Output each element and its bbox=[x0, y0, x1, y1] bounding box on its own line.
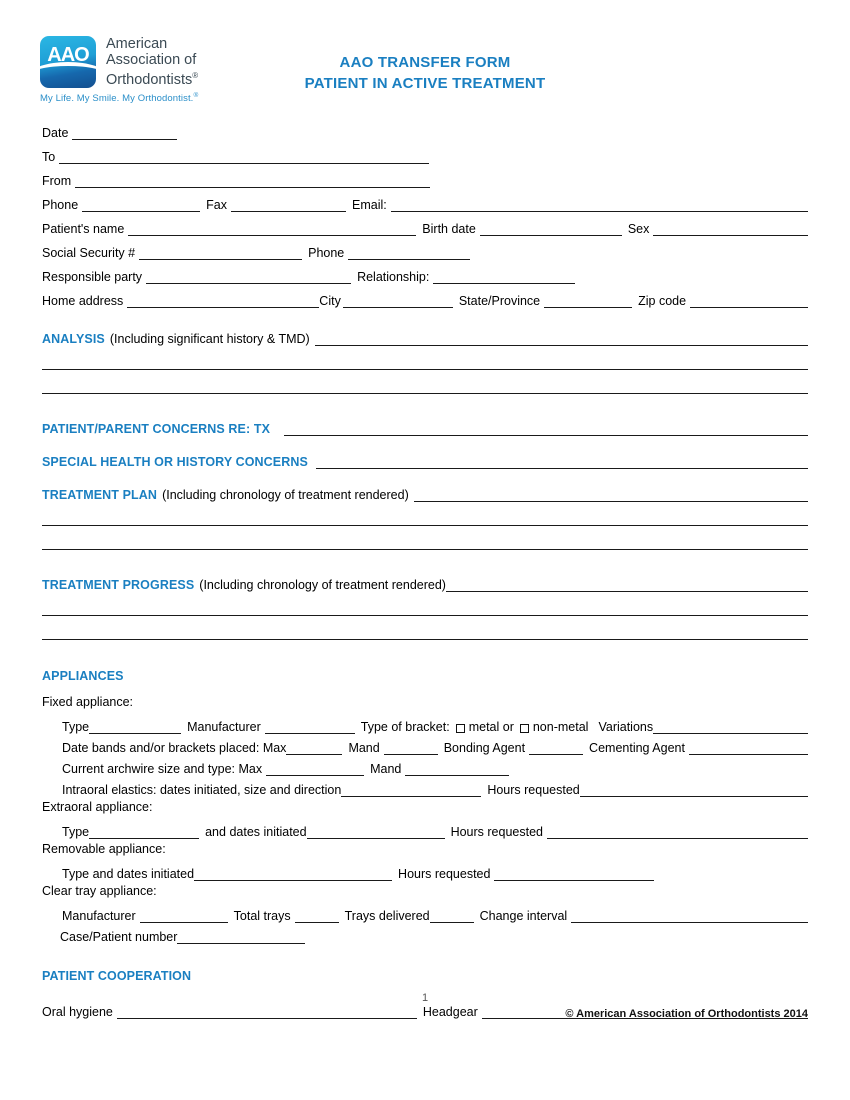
field-row-from bbox=[42, 164, 808, 188]
state-province-label: State/Province bbox=[458, 294, 541, 308]
social-security-input[interactable] bbox=[139, 246, 302, 260]
extraoral-dates-input[interactable] bbox=[307, 825, 445, 839]
section-row-concerns bbox=[42, 412, 808, 436]
treatment-progress-input-2[interactable] bbox=[42, 602, 808, 616]
phone-label: Phone bbox=[42, 198, 79, 212]
field-row-to bbox=[42, 140, 808, 164]
treatment-progress-input[interactable] bbox=[446, 578, 808, 592]
org-line-2: Association of bbox=[106, 51, 197, 68]
archwire-label: Current archwire size and type: Max bbox=[62, 762, 263, 776]
date-bands-max-input[interactable] bbox=[286, 741, 342, 755]
field-row-home-address bbox=[42, 284, 808, 308]
field-row-date-bands bbox=[42, 734, 808, 755]
case-patient-number-input[interactable] bbox=[177, 930, 305, 944]
special-health-input[interactable] bbox=[316, 455, 808, 469]
responsible-party-input[interactable] bbox=[146, 270, 351, 284]
home-address-label: Home address bbox=[42, 294, 124, 308]
field-row-extraoral-type bbox=[42, 818, 808, 839]
from-input[interactable] bbox=[75, 174, 430, 188]
tagline-registered-mark: ® bbox=[193, 92, 199, 99]
to-label: To bbox=[42, 150, 56, 164]
treatment-plan-input-2[interactable] bbox=[42, 512, 808, 526]
phone-input[interactable] bbox=[82, 198, 200, 212]
archwire-mand-label: Mand bbox=[370, 762, 402, 776]
fax-label: Fax bbox=[206, 198, 227, 212]
fixed-type-input[interactable] bbox=[89, 720, 181, 734]
non-metal-checkbox[interactable] bbox=[520, 724, 529, 733]
relationship-label: Relationship: bbox=[357, 270, 430, 284]
section-row-special-health bbox=[42, 445, 808, 469]
copyright-notice: © American Association of Orthodontists 2014 bbox=[565, 1008, 808, 1020]
swoosh-icon bbox=[40, 62, 96, 88]
title-line-2: PATIENT IN ACTIVE TREATMENT bbox=[304, 75, 546, 92]
sex-label: Sex bbox=[627, 222, 650, 236]
sex-input[interactable] bbox=[653, 222, 808, 236]
change-interval-label: Change interval bbox=[479, 909, 568, 923]
intraoral-label: Intraoral elastics: dates initiated, size and direction bbox=[62, 783, 342, 797]
relationship-input[interactable] bbox=[433, 270, 575, 284]
trays-delivered-label: Trays delivered bbox=[344, 909, 430, 923]
clear-tray-appliance-label: Clear tray appliance: bbox=[42, 884, 157, 898]
analysis-line-3 bbox=[42, 370, 808, 394]
field-row-responsible-party bbox=[42, 260, 808, 284]
email-input[interactable] bbox=[391, 198, 808, 212]
treatment-progress-line-3 bbox=[42, 616, 808, 640]
concerns-input[interactable] bbox=[284, 422, 808, 436]
field-row-removable-type bbox=[42, 860, 808, 881]
special-health-heading: SPECIAL HEALTH OR HISTORY CONCERNS bbox=[42, 455, 308, 469]
manufacturer-label: Manufacturer bbox=[187, 720, 261, 734]
trays-delivered-input[interactable] bbox=[430, 909, 474, 923]
fixed-appliance-label: Fixed appliance: bbox=[42, 695, 134, 709]
email-label: Email: bbox=[352, 198, 387, 212]
clear-manufacturer-label: Manufacturer bbox=[62, 909, 136, 923]
intraoral-hours-label: Hours requested bbox=[487, 783, 580, 797]
phone2-label: Phone bbox=[308, 246, 345, 260]
aao-tagline bbox=[40, 92, 198, 104]
analysis-subtext: (Including significant history & TMD) bbox=[109, 332, 310, 346]
treatment-plan-line-3 bbox=[42, 526, 808, 550]
from-label: From bbox=[42, 174, 72, 188]
fixed-type-label: Type bbox=[62, 720, 90, 734]
date-bands-mand-input[interactable] bbox=[384, 741, 438, 755]
field-row-intraoral bbox=[42, 776, 808, 797]
treatment-plan-input[interactable] bbox=[414, 488, 808, 502]
section-row-appliances bbox=[42, 662, 808, 683]
treatment-plan-input-3[interactable] bbox=[42, 536, 808, 550]
removable-type-label: Type and dates initiated bbox=[62, 867, 195, 881]
variations-input[interactable] bbox=[653, 720, 808, 734]
date-bands-label: Date bands and/or brackets placed: Max bbox=[62, 741, 287, 755]
analysis-input-2[interactable] bbox=[42, 356, 808, 370]
removable-appliance-label: Removable appliance: bbox=[42, 842, 166, 856]
analysis-input[interactable] bbox=[315, 332, 808, 346]
analysis-line-2 bbox=[42, 346, 808, 370]
date-label: Date bbox=[42, 126, 69, 140]
bonding-agent-input[interactable] bbox=[529, 741, 583, 755]
city-label: City bbox=[319, 294, 341, 308]
organization-name bbox=[106, 37, 198, 88]
field-row-patient-name bbox=[42, 212, 808, 236]
treatment-progress-line-2 bbox=[42, 592, 808, 616]
aao-logo-icon bbox=[40, 36, 96, 88]
headgear-label: Headgear bbox=[422, 1005, 478, 1019]
responsible-party-label: Responsible party bbox=[42, 270, 143, 284]
field-row-case-number bbox=[42, 923, 808, 944]
social-security-label: Social Security # bbox=[42, 246, 136, 260]
state-province-input[interactable] bbox=[544, 294, 632, 308]
page-number: 1 bbox=[421, 992, 429, 1004]
aao-logo bbox=[40, 36, 270, 108]
clear-manufacturer-input[interactable] bbox=[140, 909, 228, 923]
total-trays-label: Total trays bbox=[233, 909, 291, 923]
extraoral-type-input[interactable] bbox=[89, 825, 199, 839]
zip-code-label: Zip code bbox=[638, 294, 687, 308]
org-line-3-text: Orthodontists bbox=[106, 71, 193, 88]
date-input[interactable] bbox=[72, 126, 177, 140]
archwire-mand-input[interactable] bbox=[405, 762, 509, 776]
phone2-input[interactable] bbox=[348, 246, 470, 260]
patient-cooperation-heading: PATIENT COOPERATION bbox=[42, 969, 192, 983]
section-row-treatment-plan bbox=[42, 478, 808, 502]
page-header bbox=[0, 0, 850, 112]
type-of-bracket-label: Type of bracket: bbox=[360, 720, 450, 734]
extraoral-hours-input[interactable] bbox=[547, 825, 808, 839]
oral-hygiene-label: Oral hygiene bbox=[42, 1005, 113, 1019]
field-row-phone-fax-email bbox=[42, 188, 808, 212]
field-row-date bbox=[42, 116, 808, 140]
bonding-agent-label: Bonding Agent bbox=[443, 741, 526, 755]
removable-type-input[interactable] bbox=[194, 867, 392, 881]
form-body bbox=[42, 116, 808, 1019]
treatment-progress-heading: TREATMENT PROGRESS bbox=[42, 578, 195, 592]
case-patient-number-label: Case/Patient number bbox=[60, 930, 178, 944]
title-line-1: AAO TRANSFER FORM bbox=[339, 54, 511, 71]
intraoral-input[interactable] bbox=[341, 783, 481, 797]
manufacturer-input[interactable] bbox=[265, 720, 355, 734]
cementing-agent-label: Cementing Agent bbox=[589, 741, 685, 755]
date-bands-mand-label: Mand bbox=[348, 741, 380, 755]
archwire-max-input[interactable] bbox=[266, 762, 364, 776]
page-title bbox=[255, 52, 595, 94]
patient-name-input[interactable] bbox=[128, 222, 416, 236]
to-input[interactable] bbox=[59, 150, 429, 164]
birth-date-input[interactable] bbox=[480, 222, 622, 236]
field-row-fixed-type bbox=[42, 713, 808, 734]
removable-hours-input[interactable] bbox=[494, 867, 654, 881]
treatment-plan-line-2 bbox=[42, 502, 808, 526]
registered-mark: ® bbox=[192, 71, 199, 80]
treatment-plan-heading: TREATMENT PLAN bbox=[42, 488, 158, 502]
treatment-progress-subtext: (Including chronology of treatment rendered) bbox=[199, 578, 446, 592]
variations-label: Variations bbox=[598, 720, 654, 734]
extraoral-type-label: Type bbox=[62, 825, 90, 839]
concerns-heading: PATIENT/PARENT CONCERNS RE: TX bbox=[42, 422, 271, 436]
extraoral-dates-label: and dates initiated bbox=[205, 825, 307, 839]
intraoral-hours-input[interactable] bbox=[580, 783, 808, 797]
metal-checkbox[interactable] bbox=[456, 724, 465, 733]
section-row-treatment-progress bbox=[42, 568, 808, 592]
change-interval-input[interactable] bbox=[571, 909, 808, 923]
treatment-plan-subtext: (Including chronology of treatment rendered) bbox=[162, 488, 409, 502]
analysis-heading: ANALYSIS bbox=[42, 332, 105, 346]
zip-code-input[interactable] bbox=[690, 294, 808, 308]
appliances-heading: APPLIANCES bbox=[42, 669, 124, 683]
cementing-agent-input[interactable] bbox=[689, 741, 808, 755]
extraoral-appliance-label: Extraoral appliance: bbox=[42, 800, 153, 814]
total-trays-input[interactable] bbox=[295, 909, 339, 923]
org-line-3 bbox=[106, 68, 198, 88]
metal-label: metal or bbox=[468, 720, 514, 734]
removable-hours-label: Hours requested bbox=[398, 867, 491, 881]
analysis-input-3[interactable] bbox=[42, 380, 808, 394]
aao-logo-letters: AAO bbox=[47, 44, 89, 66]
field-row-archwire bbox=[42, 755, 808, 776]
field-row-clear-tray bbox=[42, 902, 808, 923]
city-input[interactable] bbox=[343, 294, 453, 308]
patient-name-label: Patient's name bbox=[42, 222, 125, 236]
home-address-input[interactable] bbox=[127, 294, 319, 308]
birth-date-label: Birth date bbox=[422, 222, 476, 236]
fax-input[interactable] bbox=[231, 198, 346, 212]
extraoral-hours-label: Hours requested bbox=[450, 825, 543, 839]
field-row-social-security bbox=[42, 236, 808, 260]
section-row-analysis bbox=[42, 322, 808, 346]
org-line-1: American bbox=[106, 36, 168, 52]
non-metal-label: non-metal bbox=[532, 720, 589, 734]
oral-hygiene-input[interactable] bbox=[117, 1005, 417, 1019]
section-row-patient-cooperation bbox=[42, 962, 808, 983]
treatment-progress-input-3[interactable] bbox=[42, 626, 808, 640]
tagline-text: My Life. My Smile. My Orthodontist. bbox=[40, 93, 194, 105]
